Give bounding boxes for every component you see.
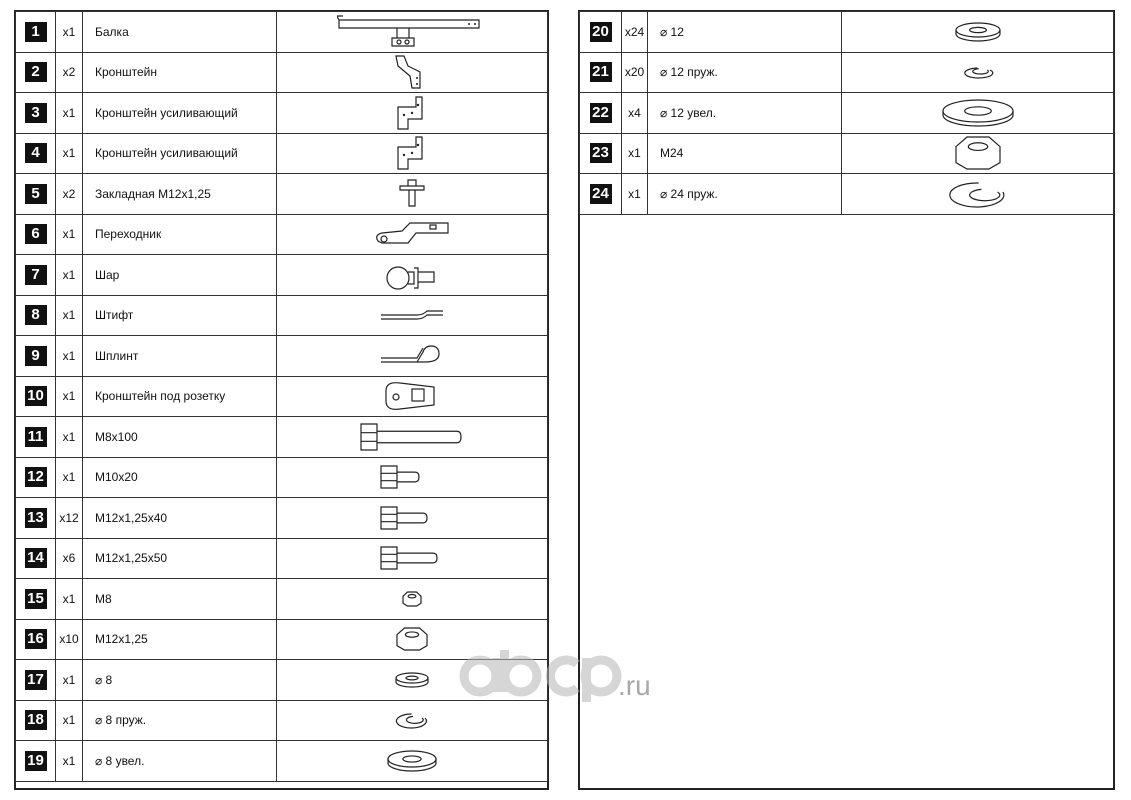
item-number-cell [16,52,56,93]
item-illustration [277,214,548,255]
table-row [16,700,548,741]
item-number-cell [580,133,622,174]
table-row [16,498,548,539]
item-number-cell [16,417,56,458]
item-number-cell [16,376,56,417]
reinforcing-bracket-icon [277,95,547,131]
table-row [16,12,548,53]
table-row [16,295,548,336]
item-number-badge: 13 [25,508,47,528]
item-name: ⌀ 12 [648,12,842,53]
item-number-badge: 22 [590,103,612,123]
item-quantity: x12 [56,498,83,539]
item-number-cell [16,255,56,296]
item-quantity: x1 [56,336,83,377]
item-number-badge: 5 [25,184,47,204]
item-quantity: x1 [56,417,83,458]
item-name: ⌀ 8 пруж. [83,700,277,741]
item-name: М24 [648,133,842,174]
item-number-cell [16,174,56,215]
bolt-icon [277,504,547,532]
table-row [16,336,548,377]
tow-beam-icon [277,14,547,50]
item-name: ⌀ 8 увел. [83,741,277,782]
item-number-badge: 15 [25,589,47,609]
item-illustration [842,174,1114,215]
table-row [16,255,548,296]
table-row [16,52,548,93]
bracket-icon [277,54,547,90]
item-number-badge: 3 [25,103,47,123]
item-quantity: x1 [56,255,83,296]
item-quantity: x10 [56,619,83,660]
item-name: Балка [83,12,277,53]
item-name: ⌀ 12 увел. [648,93,842,134]
item-number-badge: 10 [25,386,47,406]
item-quantity: x4 [622,93,648,134]
item-name: Закладная М12х1,25 [83,174,277,215]
table-row [580,174,1114,215]
item-quantity: x1 [56,12,83,53]
item-number-cell [580,52,622,93]
item-illustration [842,12,1114,53]
item-quantity: x1 [56,133,83,174]
item-illustration [277,52,548,93]
table-row [16,741,548,782]
item-name: М8 [83,579,277,620]
item-quantity: x2 [56,174,83,215]
item-number-badge: 11 [25,427,47,447]
item-number-badge: 2 [25,62,47,82]
table-row [16,376,548,417]
item-quantity: x1 [56,376,83,417]
item-number-badge: 9 [25,346,47,366]
item-number-cell [16,579,56,620]
item-illustration [277,700,548,741]
item-number-badge: 17 [25,670,47,690]
table-row [16,417,548,458]
item-number-cell [16,700,56,741]
item-number-cell [580,174,622,215]
item-illustration [842,133,1114,174]
item-number-badge: 1 [25,22,47,42]
table-row [16,538,548,579]
washer-icon [842,98,1113,128]
item-number-badge: 4 [25,143,47,163]
spring-washer-icon [842,179,1113,209]
item-quantity: x1 [56,295,83,336]
item-number-cell [580,12,622,53]
item-number-cell [16,619,56,660]
item-illustration [277,538,548,579]
item-quantity: x1 [56,579,83,620]
item-illustration [277,133,548,174]
item-number-cell [16,741,56,782]
reinforcing-bracket-icon [277,135,547,171]
item-number-badge: 8 [25,305,47,325]
item-number-badge: 6 [25,224,47,244]
table-row [16,579,548,620]
table-row [580,12,1114,53]
bolt-icon [277,544,547,572]
item-illustration [842,93,1114,134]
item-name: М8х100 [83,417,277,458]
item-name: Кронштейн усиливающий [83,133,277,174]
item-quantity: x1 [56,214,83,255]
item-name: М12х1,25х40 [83,498,277,539]
item-name: ⌀ 12 пруж. [648,52,842,93]
item-number-cell [16,336,56,377]
table-row [580,52,1114,93]
item-quantity: x24 [622,12,648,53]
item-number-badge: 18 [25,710,47,730]
item-name: Кронштейн [83,52,277,93]
item-quantity: x1 [56,660,83,701]
table-row [16,214,548,255]
item-name: Шар [83,255,277,296]
item-number-cell [16,295,56,336]
item-number-cell [16,498,56,539]
item-name: Переходник [83,214,277,255]
item-number-cell [16,660,56,701]
item-number-badge: 16 [25,629,47,649]
table-row [16,93,548,134]
item-number-badge: 7 [25,265,47,285]
item-illustration [277,579,548,620]
item-number-badge: 19 [25,751,47,771]
item-name: ⌀ 8 [83,660,277,701]
item-number-badge: 12 [25,467,47,487]
item-quantity: x20 [622,52,648,93]
spring-washer-icon [842,64,1113,80]
item-quantity: x2 [56,52,83,93]
item-quantity: x6 [56,538,83,579]
item-number-cell [580,93,622,134]
item-illustration [277,295,548,336]
item-illustration [277,417,548,458]
item-illustration [277,457,548,498]
bolt-icon [277,463,547,491]
item-number-badge: 14 [25,548,47,568]
item-name: Шплинт [83,336,277,377]
item-number-cell [16,133,56,174]
item-name: М12х1,25 [83,619,277,660]
item-illustration [277,336,548,377]
item-illustration [277,741,548,782]
washer-icon [842,21,1113,43]
item-illustration [277,498,548,539]
watermark-domain: .ru [618,670,651,701]
item-illustration [277,376,548,417]
item-illustration [277,255,548,296]
tow-ball-icon [277,258,547,292]
item-quantity: x1 [56,457,83,498]
nut-icon [277,590,547,608]
nut-icon [277,626,547,652]
item-number-cell [16,12,56,53]
item-number-cell [16,93,56,134]
embedded-plate-icon [277,178,547,210]
item-quantity: x1 [622,133,648,174]
bolt-icon [277,421,547,453]
parts-table-right [579,11,1114,215]
spring-washer-icon [277,710,547,730]
item-number-badge: 24 [590,184,612,204]
item-illustration [277,12,548,53]
item-number-cell [16,457,56,498]
washer-icon [277,749,547,773]
socket-bracket-icon [277,379,547,413]
item-quantity: x1 [622,174,648,215]
item-illustration [842,52,1114,93]
item-illustration [277,174,548,215]
table-row [16,133,548,174]
table-row [16,174,548,215]
item-quantity: x1 [56,700,83,741]
nut-icon [842,135,1113,171]
table-row [16,457,548,498]
item-name: ⌀ 24 пруж. [648,174,842,215]
item-name: Кронштейн усиливающий [83,93,277,134]
adapter-icon [277,219,547,249]
table-row [580,93,1114,134]
item-name: Штифт [83,295,277,336]
pin-icon [277,305,547,325]
item-illustration [277,93,548,134]
item-quantity: x1 [56,741,83,782]
item-number-badge: 23 [590,143,612,163]
cotter-pin-icon [277,344,547,368]
item-number-cell [16,538,56,579]
item-name: М12х1,25х50 [83,538,277,579]
item-number-cell [16,214,56,255]
table-row [580,133,1114,174]
item-number-badge: 20 [590,22,612,42]
item-name: Кронштейн под розетку [83,376,277,417]
item-quantity: x1 [56,93,83,134]
item-number-badge: 21 [590,62,612,82]
item-name: М10х20 [83,457,277,498]
